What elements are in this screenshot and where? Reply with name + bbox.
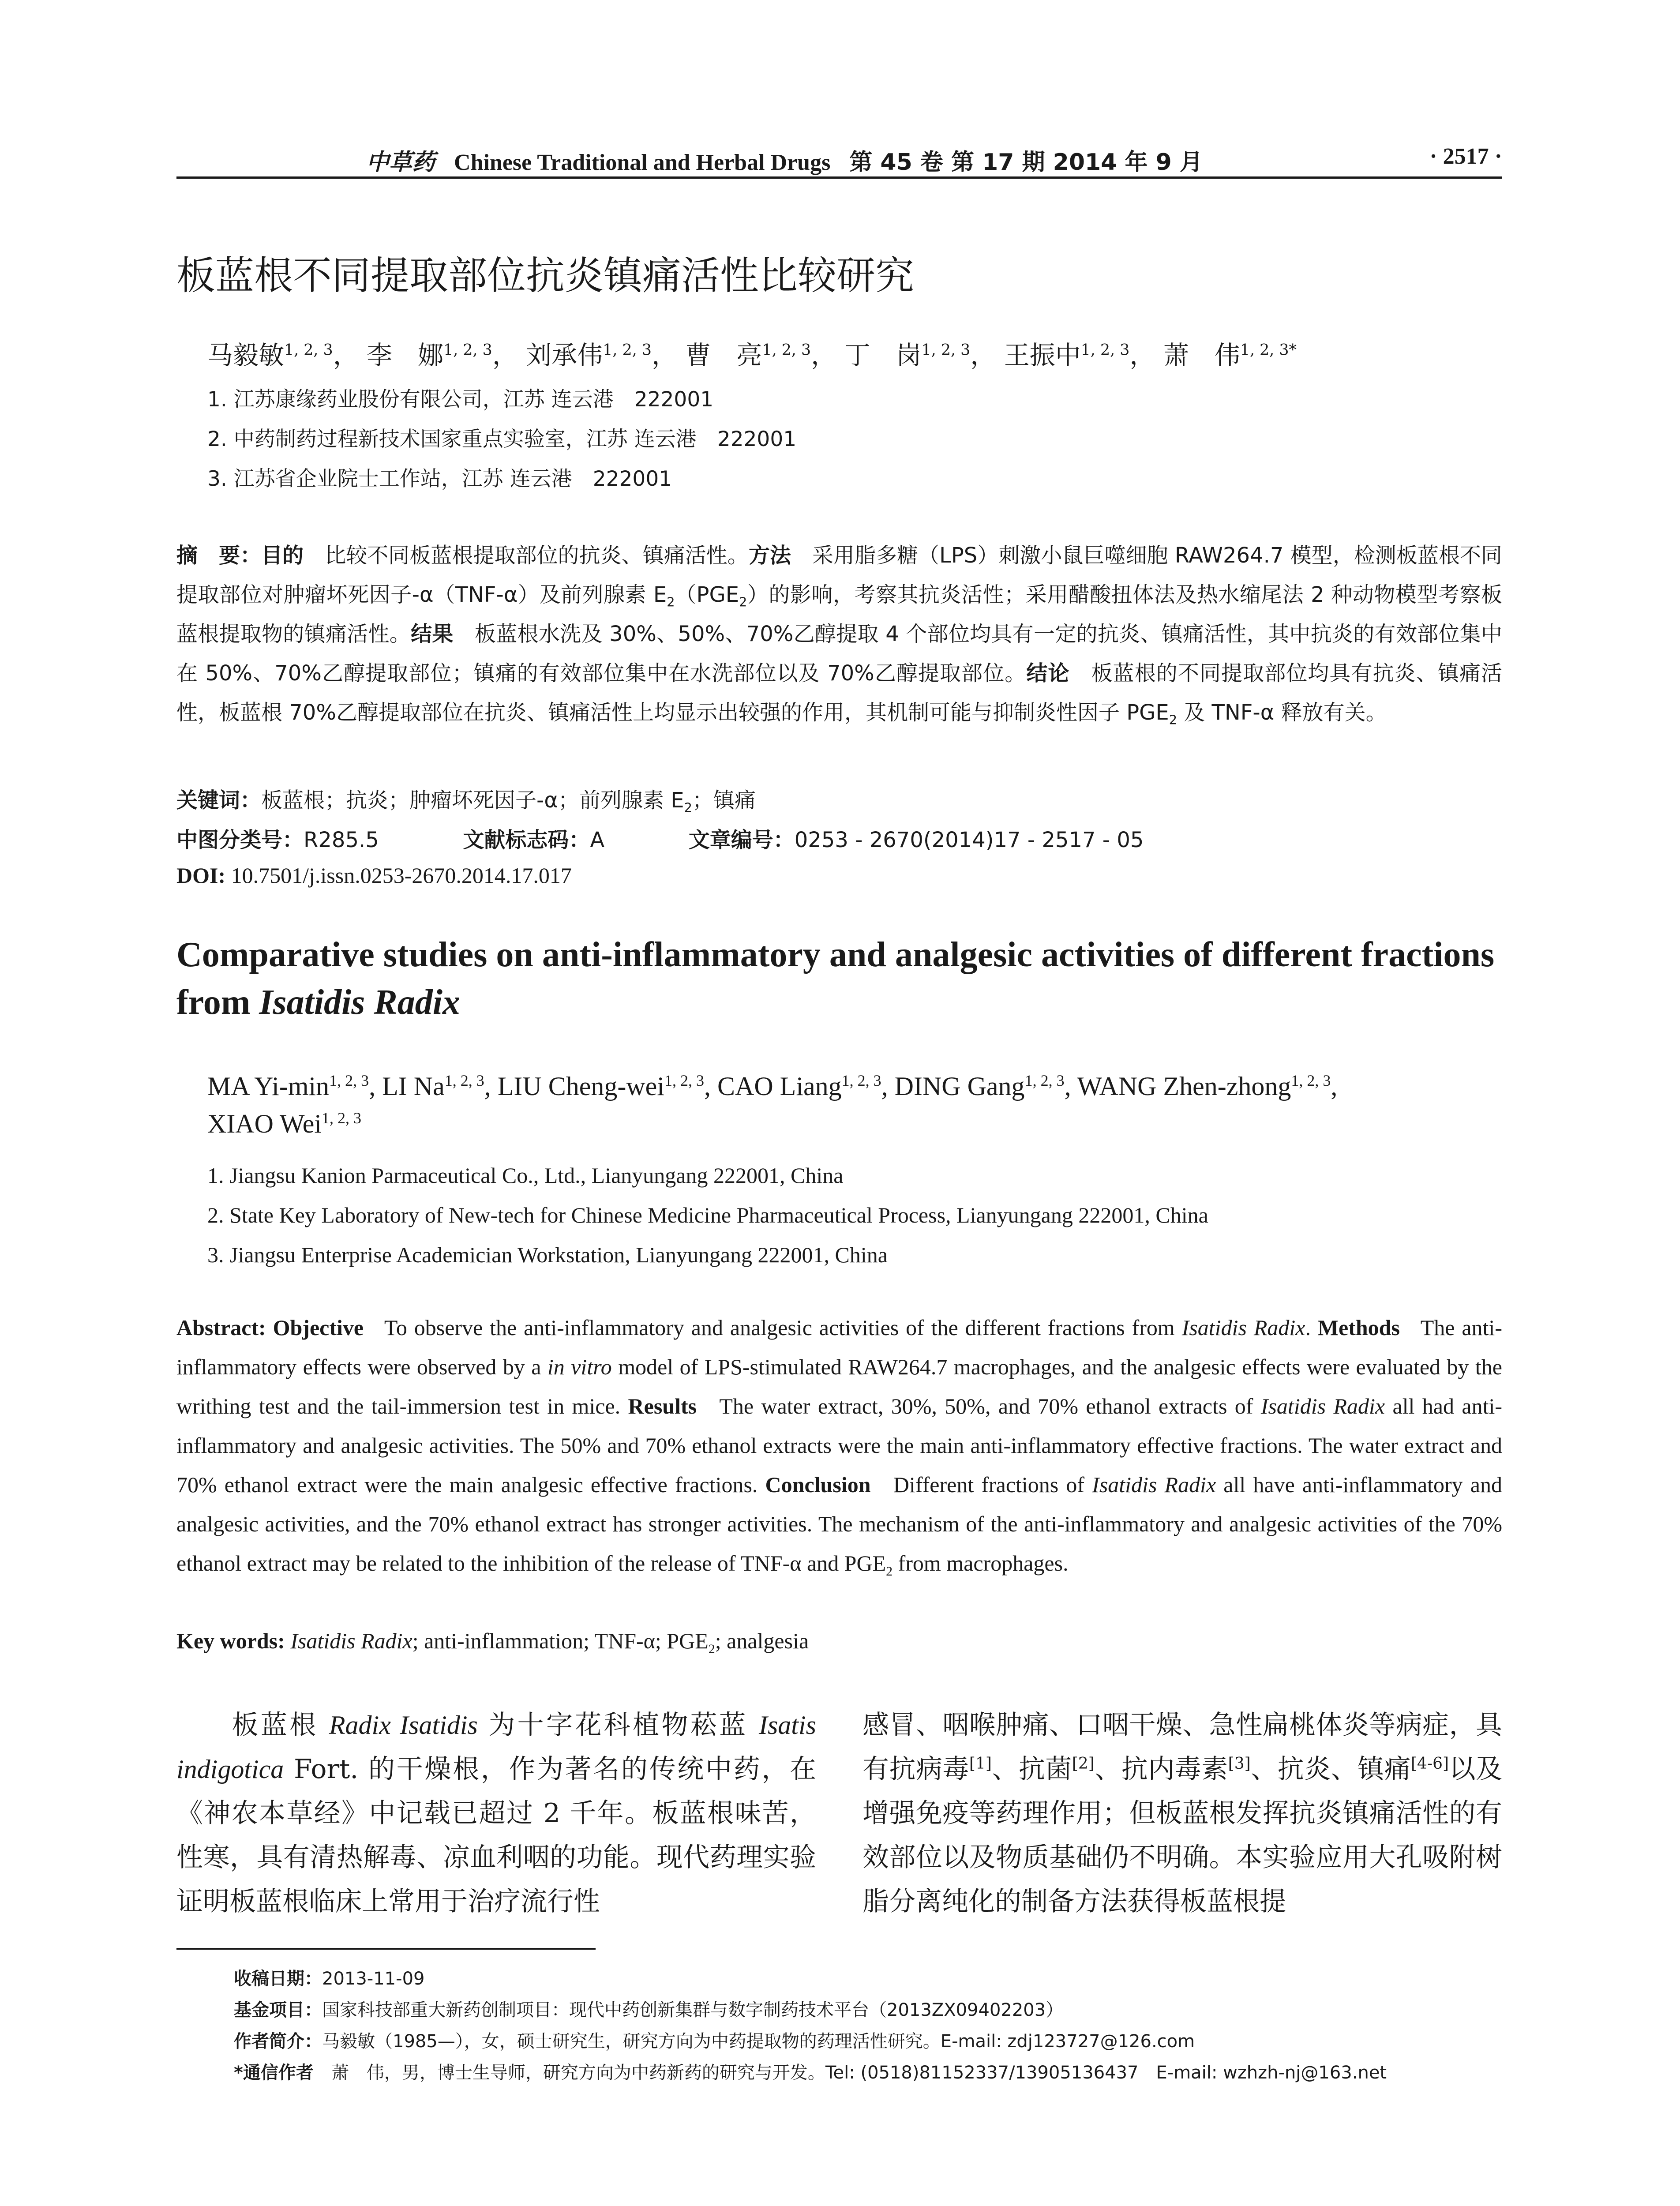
authors-cn xyxy=(207,334,1297,371)
footnote-author: 作者简介：马毅敏（1985—），女，硕士研究生，研究方向为中药提取物的药理活性研究。E-mail: zdj123727@126.com xyxy=(234,2031,1195,2052)
affiliation-cn-1: 1. 江苏康缘药业股份有限公司，江苏 连云港 222001 xyxy=(207,387,714,412)
citation-ref[interactable]: [2] xyxy=(1072,1755,1095,1773)
footnote-received: 收稿日期：2013-11-09 xyxy=(234,1969,425,1989)
author-en: XIAO Wei$^{1, 2, 3}$ xyxy=(207,1109,362,1138)
citation-ref[interactable]: [1] xyxy=(969,1755,992,1773)
author-en: CAO Liang$^{1, 2, 3}$, xyxy=(717,1072,895,1101)
author-cn: 刘承伟$^{1, 2, 3}$， xyxy=(526,340,677,370)
footnote-rule xyxy=(176,1948,596,1950)
author-en: LI Na$^{1, 2, 3}$, xyxy=(382,1072,498,1101)
author-en: LIU Cheng-wei$^{1, 2, 3}$, xyxy=(497,1072,717,1101)
journal-name-cn: 中草药 xyxy=(366,149,435,176)
abstract-cn: 摘 要：目的 比较不同板蓝根提取部位的抗炎、镇痛活性。方法 采用脂多糖（LPS）刺激小鼠巨噬细胞 RAW264.7 模型，检测板蓝根不同提取部位对肿瘤坏死因子-α（TNF-α）及前列腺素 $E_2(PGE_2)$的影响，考察其抗炎活性；采用醋酸扭体法及热水缩尾法 2 种动物模型考察板蓝根提取物的镇痛活性。结果 板蓝根水洗及 30%、50%、70%乙醇提取 4 个部位均具有一定的抗炎、镇痛活性，其中抗炎的有效部位集中在 50%、70%乙醇提取部位；镇痛的有效部位集中在水洗部位以及 70%乙醇提取部位。结论 板蓝根的不同提取部位均具有抗炎、镇痛活性，板蓝根 70%乙醇提取部位在抗炎、镇痛活性上均显示出较强的作用，其机制可能与抑制炎性因子 $PGE_2$ 及 TNF-α 释放有关。 xyxy=(176,543,1502,728)
author-cn: 李 娜$^{1, 2, 3}$， xyxy=(367,340,518,370)
abstract-en: Abstract: Objective To observe the anti-inflammatory and analgesic activities of the different fractions from Isatidis Radix. Methods The anti-inflammatory effects were observed by a in vitro model of LPS-stimulated RAW264.7 macrophages, and the analgesic effects were evaluated by the writhing test and the tail-immersion test in mice. Results The water extract, 30%, 50%, and 70% ethanol extracts of Isatidis Radix all had anti-inflammatory and analgesic activities. The 50% and 70% ethanol extracts were the main anti-inflammatory effective fractions. The water extract and 70% ethanol extract were the main analgesic effective fractions. Conclusion Different fractions of Isatidis Radix all have anti-inflammatory and analgesic activities, and the 70% ethanol extract has stronger activities. The mechanism of the anti-inflammatory and analgesic activities of the 70% ethanol extract may be related to the inhibition of the release of TNF-α and $PGE_2$ from macrophages. xyxy=(176,1315,1502,1579)
author-cn: 曹 亮$^{1, 2, 3}$， xyxy=(685,340,837,370)
author-cn: 萧 伟$^{1, 2, 3*}$ xyxy=(1163,340,1297,370)
journal-info xyxy=(366,143,1203,176)
doi-line: DOI: 10.7501/j.issn.0253-2670.2014.17.017 xyxy=(176,863,572,888)
journal-name-en: Chinese Traditional and Herbal Drugs xyxy=(454,150,831,175)
affiliation-en-1: 1. Jiangsu Kanion Parmaceutical Co., Ltd., Lianyungang 222001, China xyxy=(207,1163,844,1188)
keywords-cn: 关键词：板蓝根；抗炎；肿瘤坏死因子-α；前列腺素 $E_2$；镇痛 xyxy=(176,788,756,815)
affiliation-en-3: 3. Jiangsu Enterprise Academician Workstation, Lianyungang 222001, China xyxy=(207,1242,888,1267)
citation-ref[interactable]: [4-6] xyxy=(1411,1755,1449,1773)
footnote-corresponding: *通信作者 萧 伟，男，博士生导师，研究方向为中药新药的研究与开发。Tel: (0518)81152337/13905136437 E-mail: wzhzh-nj@163.net xyxy=(234,2063,1387,2083)
doi-link[interactable]: 10.7501/j.issn.0253-2670.2014.17.017 xyxy=(231,863,572,888)
header-rule xyxy=(176,176,1502,179)
footnote-fund: 基金项目：国家科技部重大新药创制项目：现代中药创新集群与数字制药技术平台（2013ZX09402203） xyxy=(234,2000,1064,2020)
body-column-left: 板蓝根 Radix Isatidis 为十字花科植物菘蓝 Isatis indigotica Fort. 的干燥根，作为著名的传统中药，在《神农本草经》中记载已超过 2 千年。板蓝根味苦，性寒，具有清热解毒、凉血利咽的功能。现代药理实验证明板蓝根临床上常用于治疗流行性 xyxy=(176,1710,816,1917)
affiliation-cn-3: 3. 江苏省企业院士工作站，江苏 连云港 222001 xyxy=(207,467,672,491)
affiliation-cn-2: 2. 中药制药过程新技术国家重点实验室，江苏 连云港 222001 xyxy=(207,427,797,451)
body-column-right: 感冒、咽喉肿痛、口咽干燥、急性扁桃体炎等病症，具有抗病毒[1]、抗菌[2]、抗内毒素[3]、抗炎、镇痛[4-6]以及增强免疫等药理作用；但板蓝根发挥抗炎镇痛活性的有效部位以及物质基础仍不明确。本实验应用大孔吸附树脂分离纯化的制备方法获得板蓝根提 xyxy=(862,1710,1503,1917)
author-cn: 马毅敏$^{1, 2, 3}$， xyxy=(207,340,359,370)
author-en: MA $Yi-\min^{1, 2, 3}$, xyxy=(207,1072,382,1101)
author-en: DING Gang$^{1, 2, 3}$, xyxy=(894,1072,1077,1101)
citation-ref[interactable]: [3] xyxy=(1228,1755,1251,1773)
page-number: · 2517 · xyxy=(1429,144,1502,169)
footnotes xyxy=(234,1963,1504,2089)
keywords-en: Key words: Isatidis Radix; anti-inflammation; TNF-α; $PGE_2$; analgesia xyxy=(176,1628,809,1656)
author-cn: 王振中$^{1, 2, 3}$， xyxy=(1004,340,1155,370)
author-en: WANG Zhen-zhong$^{1, 2, 3}$, xyxy=(1077,1072,1338,1101)
title-cn: 板蓝根不同提取部位抗炎镇痛活性比较研究 xyxy=(176,253,915,298)
classification-line: 中图分类号：R285.5 文献标志码：A 文章编号：0253 - 2670(2014)17 - 2517 - 05 xyxy=(176,828,1144,852)
running-header xyxy=(176,139,1502,179)
journal-issue: 第 45 卷 第 17 期 2014 年 9 月 xyxy=(849,149,1203,176)
authors-en xyxy=(207,1068,1509,1143)
author-cn: 丁 岗$^{1, 2, 3}$， xyxy=(844,340,996,370)
title-en: Comparative studies on anti-inflammatory and analgesic activities of different fractions from Isatidis Radix xyxy=(176,935,1495,1022)
affiliation-en-2: 2. State Key Laboratory of New-tech for Chinese Medicine Pharmaceutical Process, Lianyungang 222001, China xyxy=(207,1203,1208,1227)
